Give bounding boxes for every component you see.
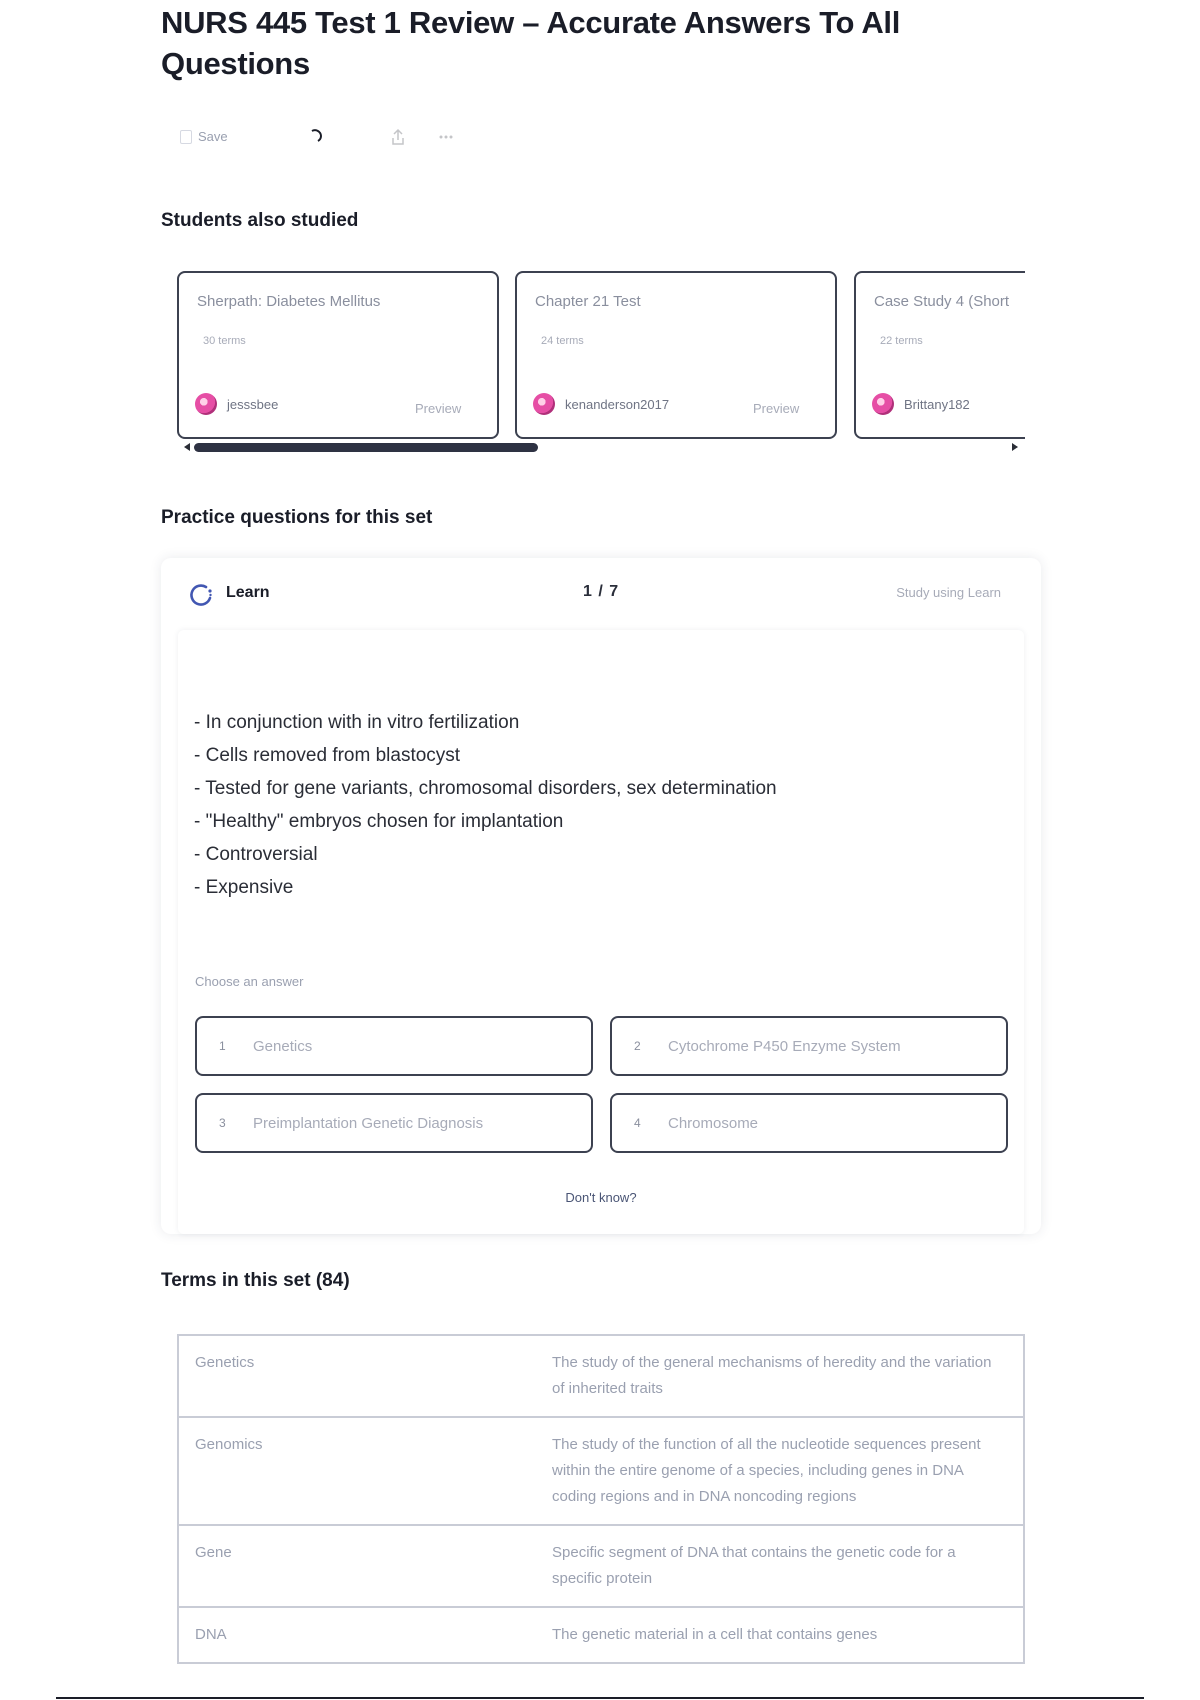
option-number: 2 [634,1039,641,1053]
study-set-card[interactable] [515,271,837,439]
toolbar [180,124,480,154]
term-definition: The genetic material in a cell that contains genes [552,1626,878,1643]
share-icon[interactable] [390,128,406,146]
scroll-left-arrow-icon[interactable] [184,443,190,451]
card-title: Sherpath: Diabetes Mellitus [197,293,381,310]
answer-option-3[interactable] [195,1093,593,1153]
card-username: jesssbee [227,397,279,412]
question-line: - Tested for gene variants, chromosomal disorders, sex determination [194,778,777,799]
question-line: - In conjunction with in vitro fertilization [194,712,520,733]
card-term-count: 30 terms [203,335,246,347]
term-row [177,1334,1025,1418]
term-definition: The study of the general mechanisms of heredity and the variation of inherited traits [552,1354,992,1397]
loading-spinner-icon [308,128,324,144]
answer-option-2[interactable] [610,1016,1008,1076]
learn-icon [188,582,214,608]
preview-button[interactable]: Preview [753,401,800,416]
preview-button[interactable]: Preview [415,401,462,416]
card-username: Brittany182 [904,397,970,412]
question-line: - Expensive [194,877,294,898]
terms-heading: Terms in this set (84) [161,1270,350,1291]
page-title: NURS 445 Test 1 Review – Accurate Answers To All Questions [161,5,901,81]
avatar [533,393,555,415]
save-icon [180,130,192,144]
learn-panel [161,558,1041,1234]
option-text: Genetics [253,1037,313,1055]
term-row [177,1416,1025,1526]
study-set-card[interactable] [177,271,499,439]
question-prompt [194,706,777,904]
card-term-count: 22 terms [880,335,923,347]
term-definition: Specific segment of DNA that contains the genetic code for a specific protein [552,1544,956,1587]
study-using-learn-link[interactable]: Study using Learn [896,585,1001,600]
study-set-card[interactable] [854,271,1025,439]
study-set-carousel [177,271,1025,456]
option-number: 3 [219,1116,226,1130]
option-number: 1 [219,1039,226,1053]
term-definition: The study of the function of all the nucleotide sequences present within the entire genome of a species, including genes in DNA coding regions and in DNA noncoding regions [552,1436,981,1505]
term-word: DNA [195,1626,227,1643]
more-icon[interactable] [438,128,454,146]
question-progress: 1 / 7 [583,583,620,600]
question-line: - Cells removed from blastocyst [194,745,461,766]
term-word: Genetics [195,1354,255,1371]
save-label: Save [198,129,228,144]
card-title: Chapter 21 Test [535,293,641,310]
learn-mode-label: Learn [226,584,270,601]
answer-option-4[interactable] [610,1093,1008,1153]
terms-table [177,1336,1025,1664]
page-divider [56,1697,1144,1699]
save-button[interactable] [180,129,228,144]
question-line: - Controversial [194,844,318,865]
card-username: kenanderson2017 [565,397,670,412]
scroll-right-arrow-icon[interactable] [1012,443,1018,451]
term-word: Gene [195,1544,232,1561]
question-line: - "Healthy" embryos chosen for implantation [194,811,564,832]
avatar [872,393,894,415]
question-card [178,630,1024,1234]
students-also-studied-heading: Students also studied [161,210,359,231]
card-title: Case Study 4 (Short [874,293,1010,310]
option-number: 4 [634,1116,641,1130]
avatar [195,393,217,415]
term-word: Genomics [195,1436,263,1453]
choose-answer-label: Choose an answer [195,974,304,989]
answer-option-1[interactable] [195,1016,593,1076]
practice-questions-heading: Practice questions for this set [161,507,433,528]
option-text: Chromosome [668,1114,759,1132]
option-text: Preimplantation Genetic Diagnosis [253,1114,484,1132]
card-term-count: 24 terms [541,335,584,347]
term-row [177,1606,1025,1664]
carousel-scrollbar-thumb[interactable] [194,443,538,452]
dont-know-button[interactable]: Don't know? [565,1190,637,1205]
option-text: Cytochrome P450 Enzyme System [668,1037,901,1055]
term-row [177,1524,1025,1608]
